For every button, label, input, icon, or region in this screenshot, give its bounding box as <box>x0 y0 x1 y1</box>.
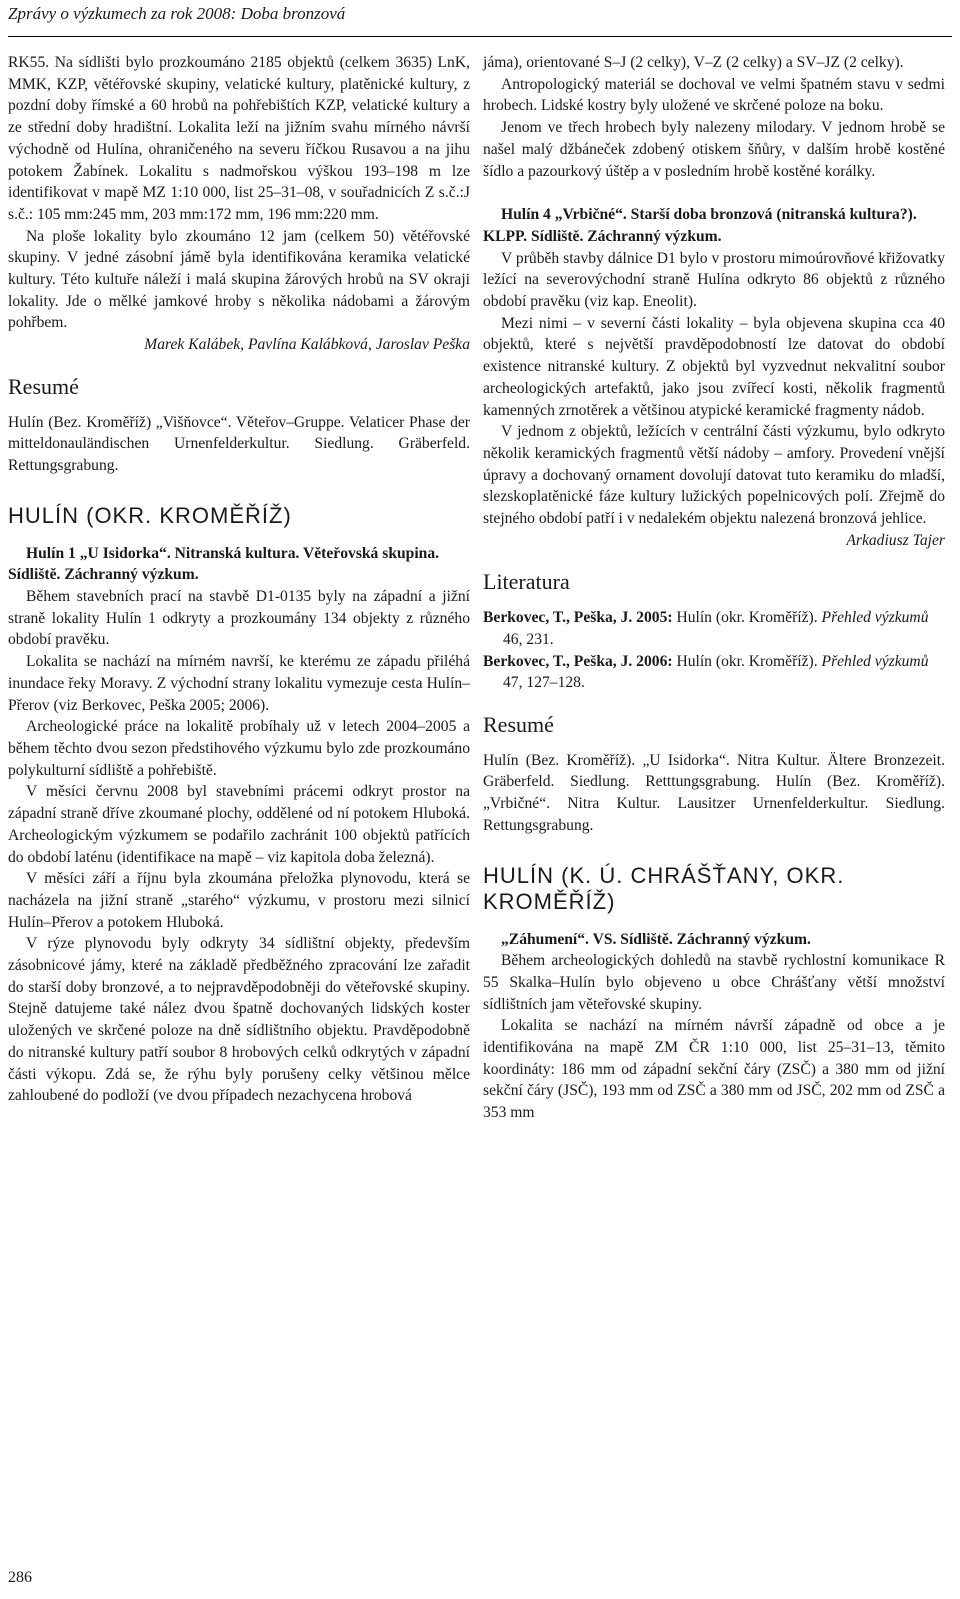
entry-paragraph: V měsíci červnu 2008 byl stavebními prácemi odkryt prostor na západní straně dříve zkoumané plochy, oddělené od ní potokem Hluboká. Archeologickým výzkumem se podařilo zachránit 100 objektů patřících do období laténu (identifikace na mapě – viz kapitola doba železná). <box>8 783 470 866</box>
entry-title: Hulín 1 „U Isidorka“. Nitranská kultura. Věteřovská skupina. Sídliště. Záchranný výzkum. <box>8 544 440 584</box>
literature-heading: Literatura <box>483 569 570 595</box>
entry-paragraph: Archeologické práce na lokalitě probíhaly už v letech 2004–2005 a během těchto dvou sezon předstihového výzkumu bylo zde prozkoumáno polykulturní sídliště a pohřebiště. <box>8 718 470 779</box>
entry-paragraph: Lokalita se nachází na mírném návrší západně od obce a je identifikována na mapě ZM ČR 1:10 000, list 25–31–13, těmito koordináty: 186 mm od západní sekční čáry (ZSČ) a 380 mm od jižní sekční čáry (JSČ), 193 mm od ZSČ a 380 mm od JSČ, 202 mm od ZSČ a 353 mm <box>483 1017 945 1122</box>
resume-heading: Resumé <box>8 373 79 399</box>
continued-paragraph: jáma), orientované S–J (2 celky), V–Z (2 celky) a SV–JZ (2 celky). <box>483 54 904 71</box>
entry-paragraph: Během stavebních prací na stavbě D1-0135 byly na západní a jižní straně lokality Hulín 1 odkryty a prozkoumány 134 objekty z různého období pravěku. <box>8 588 470 649</box>
header-rule <box>8 36 952 37</box>
lit-text: Hulín (okr. Kroměříž). <box>672 609 822 627</box>
running-header: Zprávy o výzkumech za rok 2008: Doba bronzová <box>8 4 346 23</box>
resume-text: Hulín (Bez. Kroměříž). „U Isidorka“. Nitra Kultur. Ältere Bronzezeit. Gräberfeld. Siedlung. Retttungsgrabung. Hulín (Bez. Kroměříž). „Vrbičné“. Nitra Kultur. Lausitzer Urnenfelderkultur. Siedlung. Rettungsgrabung. <box>483 751 945 834</box>
page-number: 286 <box>8 1569 32 1586</box>
lit-authors: Berkovec, T., Peška, J. 2006: <box>483 652 673 670</box>
entry-title: Hulín 4 „Vrbičné“. Starší doba bronzová (nitranská kultura?). KLPP. Sídliště. Záchranný výzkum. <box>483 206 917 245</box>
author-credit: Marek Kalábek, Pavlína Kalábková, Jaroslav Peška <box>144 336 470 354</box>
entry-paragraph: V rýze plynovodu byly odkryty 34 sídlištní objekty, především zásobnicové jámy, které na základě předběžného zpracování lze zařadit do starší doby bronzové, a to nejpravděpodobněji do věteřovské skupiny. Stejně datujeme také nález dvou špatně dochovaných lidských koster uložených ve skrčené poloze na dně sídlištního objektu. Pravděpodobně do nitranské kultury patří soubor 8 hrobových celků odkrytých v západní části výkopu. Zdá se, že rýhu byly porušeny celky většinou mělce zahloubené do podloží (ve dvou případech nezachycena hrobová <box>8 935 470 1105</box>
continued-paragraph: Jenom ve třech hrobech byly nalezeny milodary. V jednom hrobě se našel malý džbáneček zdobený otiskem šňůry, v dalším hrobě kostěné šídlo a pazourkový úštěp a v posledním hrobě kostěné korálky. <box>483 119 945 180</box>
literature-item <box>483 607 945 650</box>
lit-tail: 46, 231. <box>503 630 554 648</box>
lit-text: Hulín (okr. Kroměříž). <box>672 652 822 670</box>
entry-paragraph: Lokalita se nachází na mírném navrší, ke kterému ze západu přiléhá inundace řeky Moravy. Z východní strany lokalitu vymezuje cesta Hulín–Přerov (viz Berkovec, Peška 2005; 2006). <box>8 653 470 714</box>
left-column <box>8 52 470 1107</box>
site-heading: HULÍN (K. Ú. CHRÁŠŤANY, OKR. KROMĚŘÍŽ) <box>483 862 845 914</box>
continued-paragraph: Antropologický materiál se dochoval ve velmi špatném stavu v sedmi hrobech. Lidské kostry byly uložené ve skrčené poloze na boku. <box>483 75 945 115</box>
entry-paragraph: V měsíci září a říjnu byla zkoumána přeložka plynovodu, která se nacházela na jižní straně „starého“ výzkumu, v prostoru mezi silnicí Hulín–Přerov a potokem Hluboká. <box>8 870 470 931</box>
entry-paragraph: V jednom z objektů, ležících v centrální části výzkumu, bylo odkryto několik keramických fragmentů větší nádoby – amfory. Provedení vnější úpravy a dochovaný ornament dovolují datovat tuto keramiku do mladší, slezskoplatěnické fáze kultury lužických popelnicových polí. Zřejmě do stejného období patří i v nedalekém objektu nalezená bronzová jehlice. <box>483 423 945 528</box>
entry-paragraph: Během archeologických dohledů na stavbě rychlostní komunikace R 55 Skalka–Hulín bylo objeveno u obce Chrášťany větší množství sídlištních jam věteřovské skupiny. <box>483 952 945 1013</box>
entry-title: „Záhumení“. VS. Sídliště. Záchranný výzkum. <box>501 930 811 948</box>
lit-authors: Berkovec, T., Peška, J. 2005: <box>483 609 673 627</box>
author-credit: Arkadiusz Tajer <box>846 531 945 549</box>
site-heading: HULÍN (OKR. KROMĚŘÍŽ) <box>8 502 292 528</box>
lit-journal: Přehled výzkumů <box>821 652 929 670</box>
resume-heading: Resumé <box>483 711 554 737</box>
right-column <box>483 52 945 1124</box>
rk-paragraph: Na ploše lokality bylo zkoumáno 12 jam (celkem 50) větéřovské skupiny. V jedné zásobní jámě byla identifikována keramika velatické kultury. Této kultuře náleží i malá skupina žárových hrobů na SV okraji lokality. Jde o mělké jamkové hroby s několika nádobami a žárovým pohřbem. <box>8 227 470 332</box>
resume-text: Hulín (Bez. Kroměříž) „Višňovce“. Věteřov–Gruppe. Velaticer Phase der mitteldonauländischen Urnenfelderkultur. Siedlung. Gräberfeld. Rettungsgrabung. <box>8 413 470 474</box>
literature-item <box>483 651 945 694</box>
lit-journal: Přehled výzkumů <box>821 609 929 627</box>
literature-list <box>483 607 945 694</box>
entry-paragraph: V průběh stavby dálnice D1 bylo v prostoru mimoúrovňové křižovatky ležící na severovýchodní straně Hulína odkryto 86 objektů z různého období pravěku (viz kap. Eneolit). <box>483 249 945 311</box>
entry-paragraph: Mezi nimi – v severní části lokality – byla objevena skupina cca 40 objektů, které s největší pravděpodobností lze datovat do období existence nitranské kultury. Z objektů byl vyzvednut nekvalitní soubor archeologických artefaktů, jako jsou zvířecí kosti, několik fragmentů kamenných zrnotěrek a většinou atypické keramické fragmenty nádob. <box>483 314 945 419</box>
rk-paragraph: RK55. Na sídlišti bylo prozkoumáno 2185 objektů (celkem 3635) LnK, MMK, KZP, větéřovské skupiny, velatické kultury, platěnické kultury, z pozdní doby římské a 60 hrobů na pohřebištích KZP, velatické kultury a ze střední doby hradištní. Lokalita leží na jižním svahu mírného návrší východně od Hulína, ohraničeného na severu říčkou Rusavou a na jihu potokem Žabínek. Lokalitu s nadmořskou výškou 193–198 m lze identifikovat v mapě MZ 1:10 000, list 25–31–08, v souřadnicích Z s.č.:J s.č.: 105 mm:245 mm, 203 mm:172 mm, 196 mm:220 mm. <box>8 54 470 223</box>
lit-tail: 47, 127–128. <box>503 674 585 692</box>
